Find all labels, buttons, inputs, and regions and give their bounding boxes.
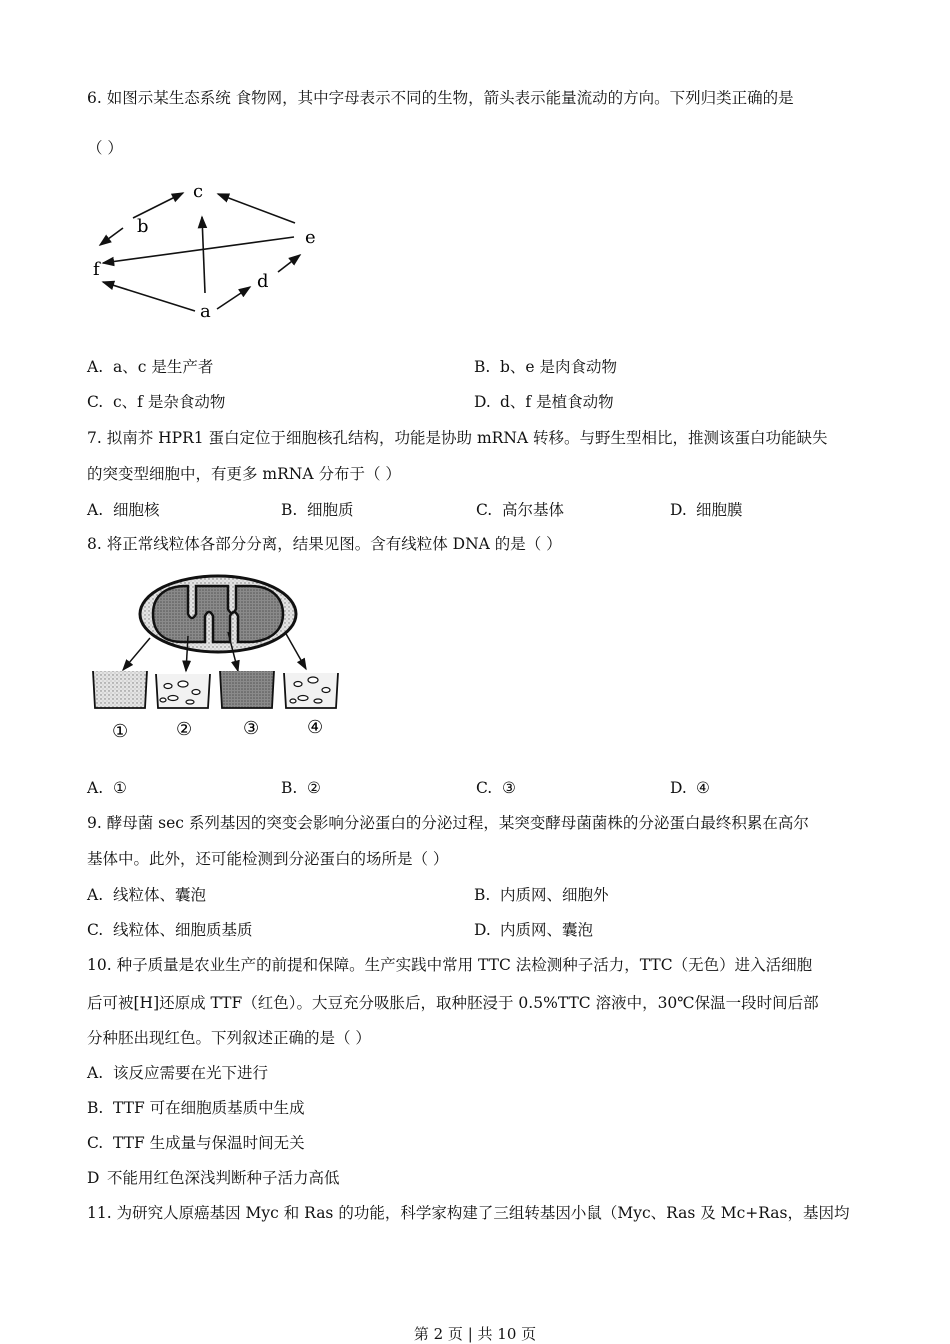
- q6-stem-line1: 6. 如图示某生态系统 食物网，其中字母表示不同的生物，箭头表示能量流动的方向。下列归类正确的是: [87, 89, 794, 107]
- q10-stem-line1: 10. 种子质量是农业生产的前提和保障。生产实践中常用 TTC 法检测种子活力，TTC（无色）进入活细胞: [87, 956, 813, 974]
- fraction-4-label: ④: [307, 717, 324, 738]
- q9-option-b[interactable]: B. 内质网、细胞外: [474, 886, 609, 904]
- q7-option-b[interactable]: B. 细胞质: [281, 501, 354, 519]
- q10-option-b[interactable]: B. TTF 可在细胞质基质中生成: [87, 1099, 305, 1117]
- q8-stem-line1: 8. 将正常线粒体各部分分离，结果见图。含有线粒体 DNA 的是（ ）: [87, 535, 562, 553]
- page-footer: 第 2 页 | 共 10 页: [413, 1325, 537, 1343]
- fraction-1-label: ①: [112, 721, 129, 742]
- q7-option-d[interactable]: D. 细胞膜: [670, 501, 743, 519]
- q7-stem-line2: 的突变型细胞中，有更多 mRNA 分布于（ ）: [87, 465, 401, 483]
- q8-option-c[interactable]: C. ③: [476, 779, 516, 797]
- node-e: e: [305, 227, 316, 248]
- q10-option-c[interactable]: C. TTF 生成量与保温时间无关: [87, 1134, 305, 1152]
- q7-option-c[interactable]: C. 高尔基体: [476, 501, 565, 519]
- q7-stem-line1: 7. 拟南芥 HPR1 蛋白定位于细胞核孔结构，功能是协助 mRNA 转移。与野生型相比，推测该蛋白功能缺失: [87, 429, 828, 447]
- q10-stem-line2: 后可被[H]还原成 TTF（红色）。大豆充分吸胀后，取种胚浸于 0.5%TTC 溶液中，30℃保温一段时间后部: [87, 994, 819, 1012]
- node-a: a: [200, 301, 211, 322]
- node-d: d: [257, 271, 269, 292]
- q10-option-a[interactable]: A. 该反应需要在光下进行: [87, 1064, 269, 1082]
- q9-option-d[interactable]: D. 内质网、囊泡: [474, 921, 594, 939]
- q9-stem-line2: 基体中。此外，还可能检测到分泌蛋白的场所是（ ）: [87, 850, 449, 868]
- q6-option-c[interactable]: C. c、f 是杂食动物: [87, 393, 226, 411]
- q6-option-b[interactable]: B. b、e 是肉食动物: [474, 358, 618, 376]
- mitochondrion-diagram: [88, 574, 348, 744]
- food-web-diagram: [85, 175, 335, 325]
- q10-option-d[interactable]: D 不能用红色深浅判断种子活力高低: [87, 1169, 340, 1187]
- fraction-2-label: ②: [176, 719, 193, 740]
- q8-option-d[interactable]: D. ④: [670, 779, 710, 797]
- fraction-3-label: ③: [243, 718, 260, 739]
- q9-stem-line1: 9. 酵母菌 sec 系列基因的突变会影响分泌蛋白的分泌过程，某突变酵母菌菌株的分泌蛋白最终积累在高尔: [87, 814, 809, 832]
- q6-option-a[interactable]: A. a、c 是生产者: [87, 358, 214, 376]
- q6-stem-line2: （ ）: [87, 139, 123, 157]
- q7-option-a[interactable]: A. 细胞核: [87, 501, 160, 519]
- q8-option-a[interactable]: A. ①: [87, 779, 127, 797]
- node-f: f: [93, 259, 100, 280]
- node-c: c: [193, 181, 204, 202]
- q9-option-a[interactable]: A. 线粒体、囊泡: [87, 886, 207, 904]
- q10-stem-line3: 分种胚出现红色。下列叙述正确的是（ ）: [87, 1029, 371, 1047]
- q11-stem-line1: 11. 为研究人原癌基因 Myc 和 Ras 的功能，科学家构建了三组转基因小鼠（Myc、Ras 及 Mc+Ras，基因均: [87, 1204, 850, 1222]
- node-b: b: [137, 216, 149, 237]
- q8-option-b[interactable]: B. ②: [281, 779, 321, 797]
- q9-option-c[interactable]: C. 线粒体、细胞质基质: [87, 921, 253, 939]
- q6-option-d[interactable]: D. d、f 是植食动物: [474, 393, 614, 411]
